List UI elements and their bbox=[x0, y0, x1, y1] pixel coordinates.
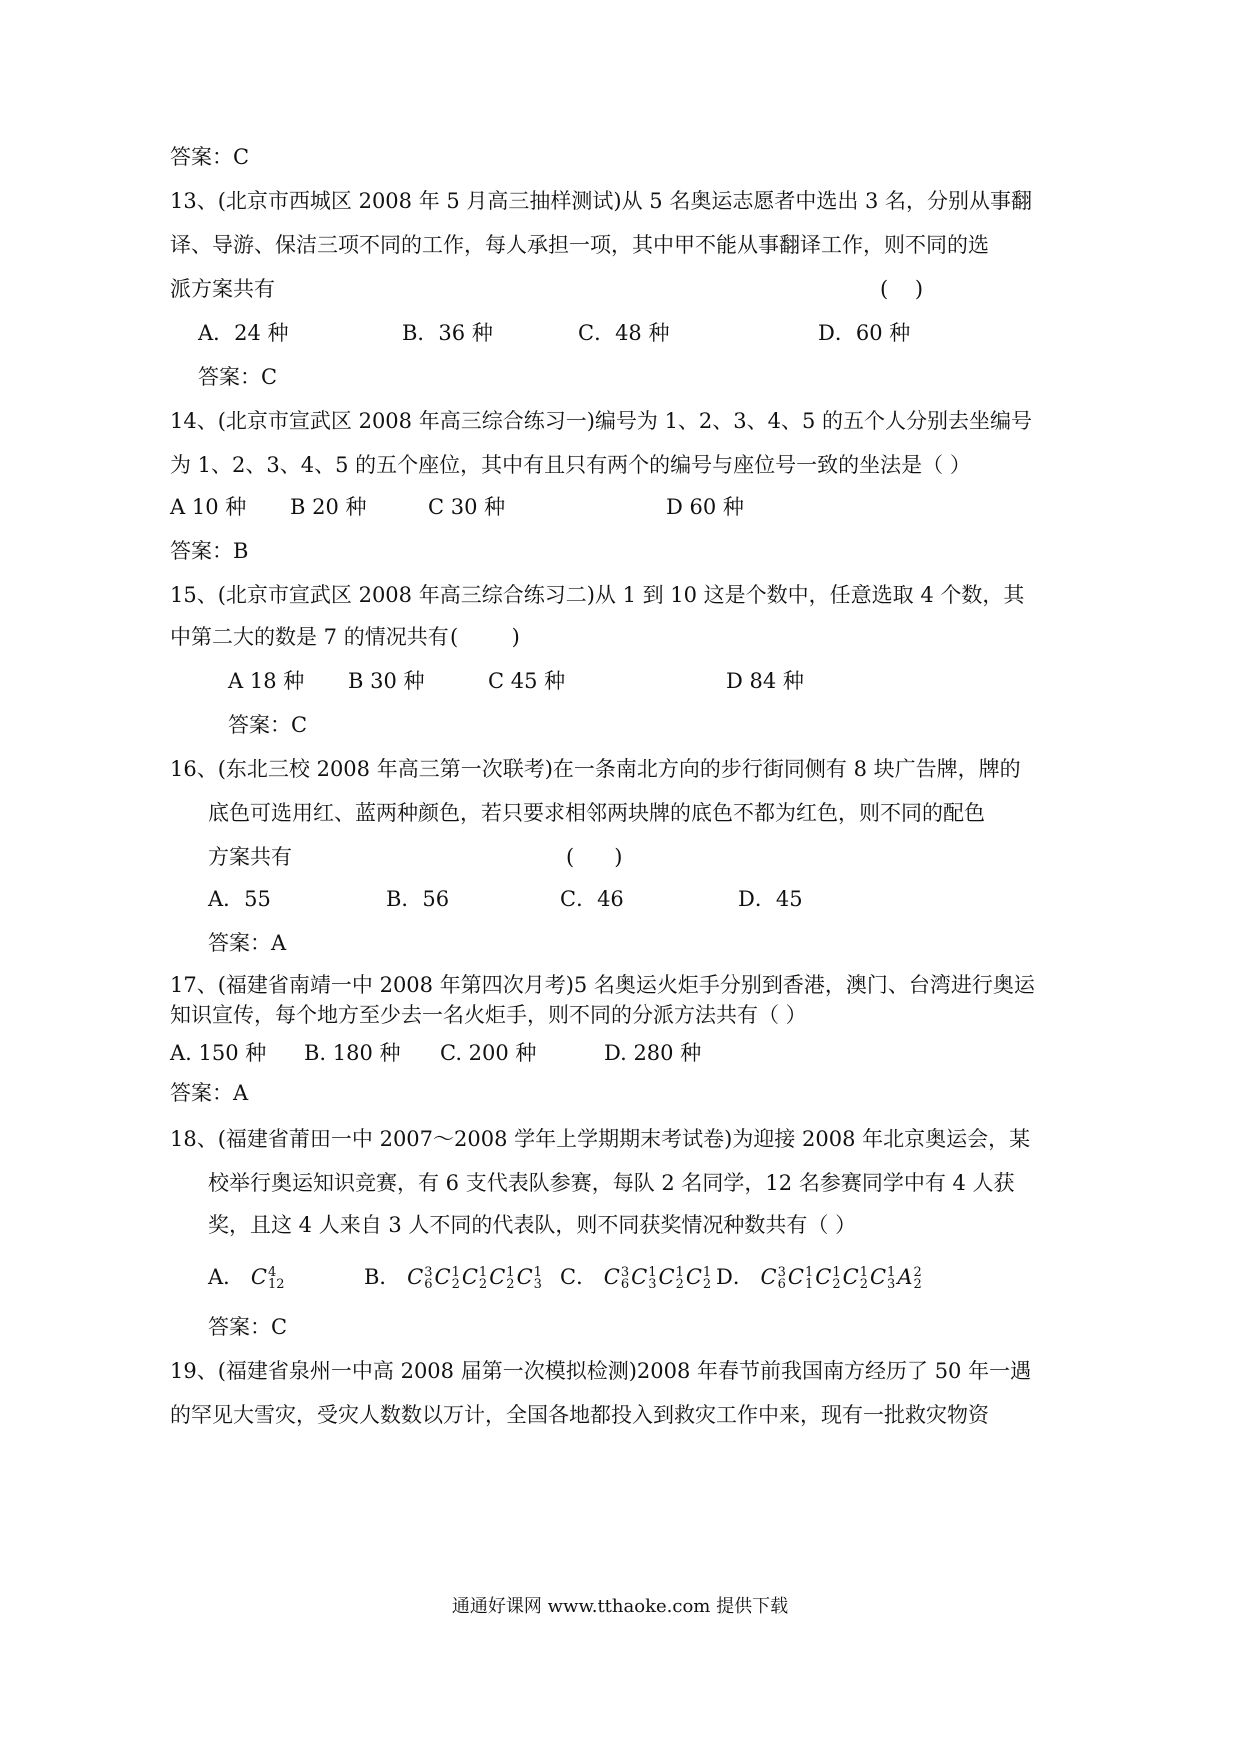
question-14-line-2: 为 1、2、3、4、5 的五个座位，其中有且只有两个的编号与座位号一致的坐法是（ ） bbox=[170, 453, 971, 477]
formula: C 4 12 bbox=[250, 1264, 285, 1292]
option-d: D．60 种 bbox=[818, 321, 911, 345]
option-d: D. 280 种 bbox=[604, 1041, 702, 1065]
option-c: C．48 种 bbox=[578, 321, 670, 345]
answer-blank: ( ) bbox=[450, 625, 520, 649]
option-letter: C． bbox=[560, 1265, 598, 1289]
question-17-line-1: 17、(福建省南靖一中 2008 年第四次月考)5 名奥运火炬手分别到香港，澳门、台湾进行奥运 bbox=[170, 973, 1035, 997]
question-18-line-2: 校举行奥运知识竞赛，有 6 支代表队参赛，每队 2 名同学，12 名参赛同学中有 4 人获 bbox=[208, 1171, 1015, 1195]
option-d: D．45 bbox=[738, 887, 803, 911]
option-a: A．55 bbox=[208, 887, 271, 911]
question-18-line-3: 奖，且这 4 人来自 3 人不同的代表队，则不同获奖情况种数共有（ ） bbox=[208, 1213, 857, 1237]
option-c bbox=[560, 1264, 713, 1291]
answer-12: 答案：C bbox=[170, 145, 250, 169]
formula: C 3 6 C 1 3 C 1 2 C 1 2 bbox=[603, 1264, 712, 1292]
answer-15: 答案：C bbox=[228, 713, 308, 737]
option-a: A．24 种 bbox=[198, 321, 289, 345]
question-19-line-1: 19、(福建省泉州一中高 2008 届第一次模拟检测)2008 年春节前我国南方经历了 50 年一遇 bbox=[170, 1359, 1032, 1383]
answer-16: 答案：A bbox=[208, 931, 287, 955]
option-c: C. 200 种 bbox=[440, 1041, 537, 1065]
question-15-line-2: 中第二大的数是 7 的情况共有 bbox=[170, 625, 449, 649]
answer-13: 答案：C bbox=[198, 365, 278, 389]
option-b: B 30 种 bbox=[348, 669, 425, 693]
answer-blank: ( ) bbox=[880, 277, 924, 301]
question-16-line-1: 16、(东北三校 2008 年高三第一次联考)在一条南北方向的步行街同侧有 8 块广告牌，牌的 bbox=[170, 757, 1021, 781]
question-17-line-2: 知识宣传，每个地方至少去一名火炬手，则不同的分派方法共有（ ） bbox=[170, 1003, 807, 1027]
answer-18: 答案：C bbox=[208, 1315, 288, 1339]
page-footer: 通通好课网 www.tthaoke.com 提供下载 bbox=[451, 1596, 789, 1617]
formula: C 3 6 C 1 2 C 1 2 C 1 2 C 1 3 bbox=[407, 1264, 542, 1292]
answer-14: 答案：B bbox=[170, 539, 249, 563]
option-letter: A． bbox=[208, 1265, 245, 1289]
question-16-line-3: 方案共有 bbox=[208, 845, 292, 869]
option-b: B. 180 种 bbox=[304, 1041, 401, 1065]
question-16-line-2: 底色可选用红、蓝两种颜色，若只要求相邻两块牌的底色不都为红色，则不同的配色 bbox=[208, 801, 985, 825]
option-b: B．56 bbox=[386, 887, 450, 911]
option-letter: D． bbox=[716, 1265, 754, 1289]
option-c: C 30 种 bbox=[428, 495, 506, 519]
question-18-line-1: 18、(福建省莆田一中 2007～2008 学年上学期期末考试卷)为迎接 2008 年北京奥运会，某 bbox=[170, 1127, 1031, 1151]
question-15-line-1: 15、(北京市宣武区 2008 年高三综合练习二)从 1 到 10 这是个数中，任意选取 4 个数，其 bbox=[170, 583, 1025, 607]
option-d: D 84 种 bbox=[726, 669, 804, 693]
option-b: B．36 种 bbox=[402, 321, 493, 345]
option-a: A 18 种 bbox=[228, 669, 305, 693]
question-13-line-2: 译、导游、保洁三项不同的工作，每人承担一项，其中甲不能从事翻译工作，则不同的选 bbox=[170, 233, 989, 257]
question-19-line-2: 的罕见大雪灾，受灾人数数以万计，全国各地都投入到救灾工作中来，现有一批救灾物资 bbox=[170, 1403, 989, 1427]
option-d bbox=[716, 1264, 924, 1291]
option-a: A. 150 种 bbox=[170, 1041, 267, 1065]
answer-blank: ( ) bbox=[566, 845, 623, 869]
question-13-line-3: 派方案共有 bbox=[170, 277, 275, 301]
option-letter: B． bbox=[364, 1265, 401, 1289]
option-c: C．46 bbox=[560, 887, 624, 911]
option-d: D 60 种 bbox=[666, 495, 744, 519]
question-13-line-1: 13、(北京市西城区 2008 年 5 月高三抽样测试)从 5 名奥运志愿者中选出 3 名，分别从事翻 bbox=[170, 189, 1033, 213]
answer-17: 答案：A bbox=[170, 1081, 249, 1105]
option-b bbox=[364, 1264, 544, 1291]
option-b: B 20 种 bbox=[290, 495, 367, 519]
question-14-line-1: 14、(北京市宣武区 2008 年高三综合练习一)编号为 1、2、3、4、5 的五个人分别去坐编号 bbox=[170, 409, 1033, 433]
option-c: C 45 种 bbox=[488, 669, 566, 693]
option-a: A 10 种 bbox=[170, 495, 247, 519]
option-a bbox=[208, 1264, 286, 1291]
formula: C 3 6 C 1 1 C 1 2 C 1 2 C 1 3 A 2 2 bbox=[760, 1264, 922, 1292]
